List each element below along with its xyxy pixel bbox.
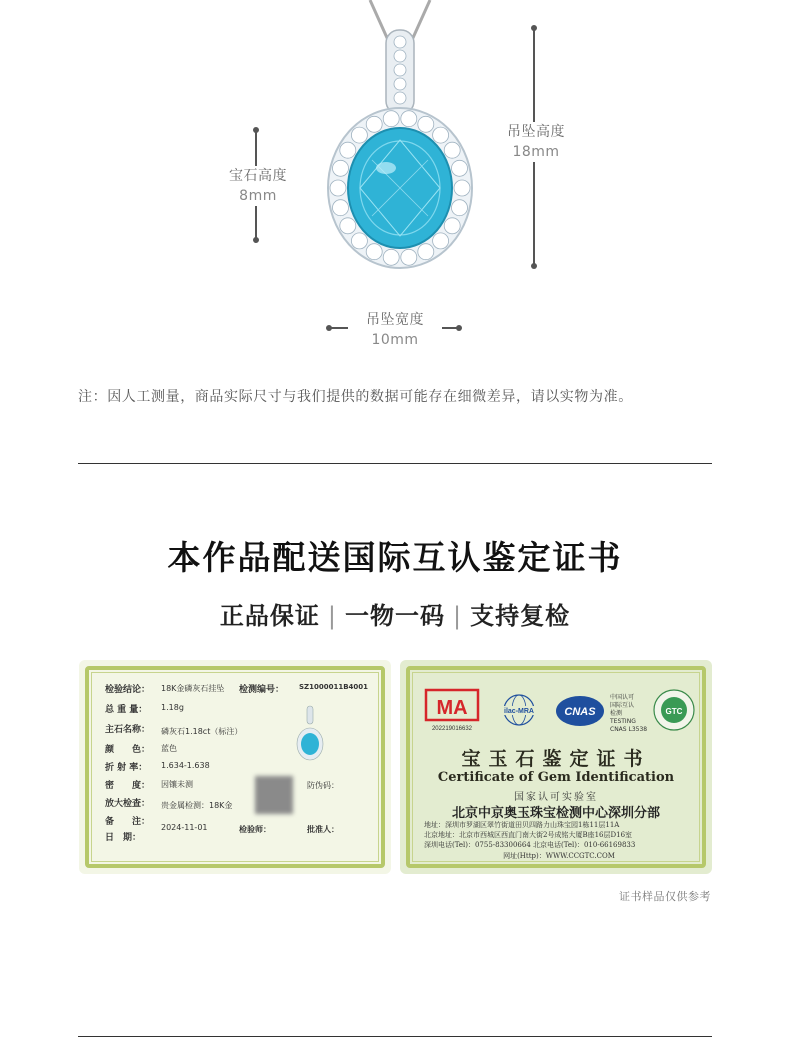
halo-diamond [340, 142, 356, 158]
divider-bottom [78, 1036, 712, 1037]
cert-row-key: 总 重 量： [105, 705, 148, 715]
certificate-left [79, 660, 391, 874]
cert-logo-row [424, 684, 688, 740]
cert-row-key: 检验结论： [105, 685, 151, 695]
pendant-width-right-dot [456, 325, 462, 331]
gem-height-label [212, 166, 304, 206]
cert-phone: 深圳电话(Tel)：0755-83300664 北京电话(Tel)：010-66169833 [424, 841, 636, 849]
cert-qr-code-blurred [255, 776, 293, 814]
cert-row-key: 密 度： [105, 781, 151, 791]
cert-pendant-photo [295, 704, 325, 764]
halo-diamond [433, 233, 449, 249]
cert-row-key: 折 射 率： [105, 763, 148, 773]
cert-test-no-label: 检测编号： [239, 685, 285, 695]
halo-diamond [418, 116, 434, 132]
halo-diamond [444, 218, 460, 234]
subtitle-separator: | [327, 602, 337, 630]
cert-website: 网址(Http)：WWW.CCGTC.COM [503, 852, 615, 860]
cert-row-value: 1.634-1.638 [161, 761, 210, 770]
ma-number: 202219016632 [431, 726, 473, 732]
ilac-mra-logo-icon [494, 692, 544, 732]
subtitle-item-recheck: 支持复检 [470, 602, 571, 630]
cert-anti-fake-label: 防伪码： [307, 781, 339, 790]
cert-inspector-label: 检验师： [239, 825, 271, 834]
cnas-note-line: TESTING [610, 718, 636, 725]
pendant-height-bottom-dot [531, 263, 537, 269]
halo-diamond [418, 244, 434, 260]
cert-organization: 北京中京奥玉珠宝检测中心深圳分部 [451, 806, 660, 821]
cert-row-value: 磷灰石1.18ct（标注） [161, 727, 243, 736]
cert-address-beijing: 北京地址：北京市西城区西直门南大街2号成铭大厦B座16层D16室 [424, 831, 633, 839]
cert-row-key: 颜 色： [105, 745, 151, 755]
certificate-caption: 证书样品仅供参考 [619, 890, 711, 903]
halo-diamond [366, 116, 382, 132]
halo-diamond [401, 111, 417, 127]
halo-diamond [333, 160, 349, 176]
halo-diamond [383, 111, 399, 127]
halo-diamond [401, 249, 417, 265]
halo-diamond [433, 127, 449, 143]
cert-approver-label: 批准人： [307, 825, 339, 834]
cnas-note-line: 国际互认 [610, 702, 635, 709]
gtc-seal-icon [652, 688, 696, 732]
halo-diamond [454, 180, 470, 196]
ilac-logo-text: ilac-MRA [504, 708, 534, 715]
measurement-note: 注：因人工测量，商品实际尺寸与我们提供的数据可能存在细微差异，请以实物为准。 [78, 389, 633, 405]
cert-lab-label: 国家认可实验室 [514, 792, 598, 803]
halo-diamond [333, 200, 349, 216]
halo-diamond [330, 180, 346, 196]
pendant-height-title: 吊坠高度 [507, 124, 565, 140]
subtitle [0, 596, 790, 631]
pendant-height-value: 18mm [512, 144, 560, 160]
cert-row-key: 放大检查： [105, 799, 151, 809]
cert-row-value: 18K金磷灰石挂坠 [161, 684, 225, 693]
cnas-note-line: CNAS L3538 [610, 726, 648, 733]
halo-diamond [383, 249, 399, 265]
gem-height-bottom-dot [253, 237, 259, 243]
gtc-logo-text: GTC [665, 707, 683, 716]
ma-logo-text: MA [436, 697, 468, 719]
cert-row-value: 蓝色 [161, 744, 177, 753]
pendant-image [300, 0, 500, 280]
page-title: 本作品配送国际互认鉴定证书 [167, 538, 623, 577]
cert-row-value: 1.18g [161, 703, 184, 712]
halo-diamond [444, 142, 460, 158]
halo-diamond [452, 200, 468, 216]
gem-height-title: 宝石高度 [229, 168, 287, 184]
divider-top [78, 463, 712, 464]
pendant-width-value: 10mm [371, 332, 419, 348]
cert-row-value: 因镶未测 [161, 780, 193, 789]
cnas-note-line: 检测 [610, 710, 623, 717]
cert-english-title: Certificate of Gem Identification [437, 770, 675, 785]
ma-logo-icon [424, 688, 480, 734]
cert-chinese-title: 宝玉石鉴定证书 [461, 748, 651, 770]
pendant-width-title: 吊坠宽度 [366, 312, 424, 328]
cert-row-key: 备 注： [105, 817, 151, 827]
halo-diamond [351, 233, 367, 249]
subtitle-separator: | [453, 602, 463, 630]
cnas-note-line: 中国认可 [610, 694, 635, 701]
cert-test-no: SZ1000011B4001 [299, 683, 369, 691]
cnas-logo-icon [554, 694, 606, 728]
pendant-height-label [490, 122, 582, 162]
certificate-right [400, 660, 712, 874]
halo-diamond [340, 218, 356, 234]
pendant-width-label [348, 310, 442, 350]
cert-date-label: 日 期： [105, 833, 142, 843]
cnas-note [610, 694, 647, 734]
cert-address-shenzhen: 地址：深圳市罗湖区翠竹街道田贝四路力山珠宝园1栋11层11A [424, 821, 620, 829]
cert-row-value: 贵金属检测：18K金 [161, 801, 233, 810]
cert-row-value: 2024-11-01 [161, 823, 208, 832]
halo-diamond [351, 127, 367, 143]
pendant-dimension-diagram [0, 0, 790, 370]
subtitle-item-authentic: 正品保证 [219, 602, 320, 630]
halo-diamond [452, 160, 468, 176]
subtitle-item-one-code: 一物一码 [345, 602, 445, 630]
cnas-logo-text: CNAS [564, 706, 596, 718]
cert-row-key: 主石名称： [105, 725, 151, 735]
gem-height-value: 8mm [239, 188, 277, 204]
halo-diamond [366, 244, 382, 260]
